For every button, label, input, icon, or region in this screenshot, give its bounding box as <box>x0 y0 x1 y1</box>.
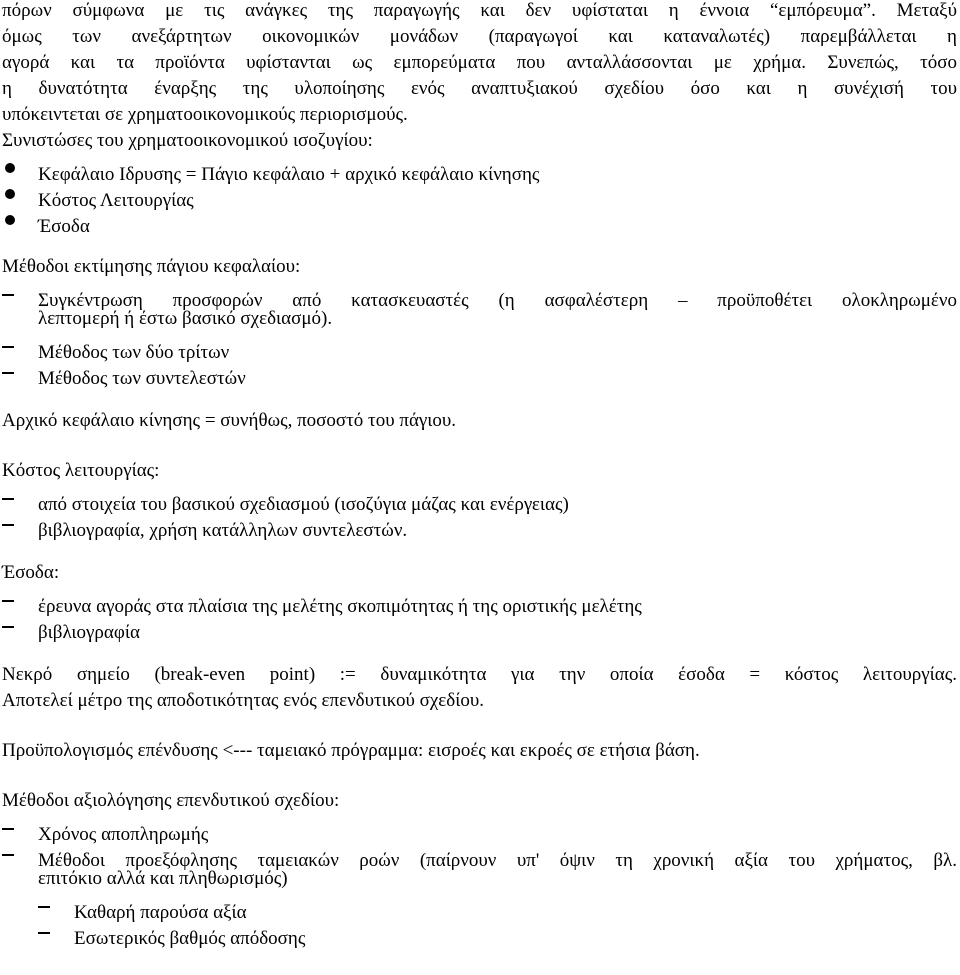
dash-icon <box>2 332 38 358</box>
revenue-heading: Έσοδα: <box>2 562 60 583</box>
bullet-icon <box>2 154 38 180</box>
balance-item-text: Κόστος Λειτουργίας <box>38 190 194 211</box>
breakeven-line-1: Νεκρό σημείο (break-even point) := δυναμικότητα για την οποία έσοδα = κόστος λειτουργίας. <box>2 664 957 685</box>
operating-cost-section <box>2 458 957 541</box>
evaluation-subitem <box>2 892 957 923</box>
intro-paragraph <box>2 0 957 128</box>
bullet-icon <box>2 206 38 232</box>
dash-icon <box>2 586 38 612</box>
revenue-item <box>2 586 957 617</box>
dash-icon <box>2 814 38 840</box>
fixed-capital-item <box>2 332 957 363</box>
intro-line-3: αγορά και τα προϊόντα υφίστανται ως εμπορεύματα που ανταλλάσσονται με χρήμα. Συνεπώς, τόσο <box>2 52 957 73</box>
fixed-capital-item-text: Μέθοδος των δύο τρίτων <box>38 342 230 363</box>
dash-icon <box>2 358 38 384</box>
operating-cost-item-text: βιβλιογραφία, χρήση κατάλληλων συντελεστών. <box>38 520 408 541</box>
evaluation-item-text: Μέθοδοι προεξόφλησης ταμειακών ροών (παίρνουν υπ' όψιν τη χρονική αξία του χρήματος, βλ. <box>38 850 957 871</box>
dash-icon <box>2 918 74 944</box>
balance-heading: Συνιστώσες του χρηματοοικονομικού ισοζυγίου: <box>2 130 373 151</box>
dash-icon <box>2 280 38 306</box>
revenue-section <box>2 560 957 643</box>
evaluation-item <box>2 814 957 845</box>
spacer <box>2 232 957 254</box>
balance-item-text: Έσοδα <box>38 216 90 237</box>
evaluation-item-text: Χρόνος αποπληρωμής <box>38 824 209 845</box>
balance-item-text: Κεφάλαιο Ιδρυσης = Πάγιο κεφάλαιο + αρχικό κεφάλαιο κίνησης <box>38 164 540 185</box>
bullet-icon <box>2 180 38 206</box>
operating-cost-heading: Κόστος λειτουργίας: <box>2 460 160 481</box>
operating-cost-item <box>2 484 957 515</box>
spacer <box>2 434 957 458</box>
evaluation-section <box>2 788 957 949</box>
spacer <box>2 764 957 788</box>
dash-icon <box>2 612 38 638</box>
document-page <box>2 0 957 949</box>
evaluation-item-continuation: επιτόκιο αλλά και πληθωρισμός) <box>38 868 288 889</box>
fixed-capital-section <box>2 254 957 389</box>
dash-icon <box>2 892 74 918</box>
operating-cost-item-text: από στοιχεία του βασικού σχεδιασμού (ισοζύγια μάζας και ενέργειας) <box>38 494 569 515</box>
fixed-capital-item-text: Συγκέντρωση προσφορών από κατασκευαστές (η ασφαλέστερη – προϋποθέτει ολοκληρωμένο <box>38 290 957 311</box>
evaluation-heading: Μέθοδοι αξιολόγησης επενδυτικού σχεδίου: <box>2 790 340 811</box>
dash-icon <box>2 510 38 536</box>
revenue-item-text: βιβλιογραφία <box>38 622 140 643</box>
breakeven-line-2: Αποτελεί μέτρο της αποδοτικότητας ενός επενδυτικού σχεδίου. <box>2 690 484 711</box>
intro-line-1: πόρων σύμφωνα με τις ανάγκες της παραγωγής και δεν υφίσταται η έννοια “εμπόρευμα”. Μεταξύ <box>2 0 957 21</box>
fixed-capital-item <box>2 280 957 311</box>
revenue-item-text: έρευνα αγοράς στα πλαίσια της μελέτης σκοπιμότητας ή της οριστικής μελέτης <box>38 596 642 617</box>
evaluation-subitem-text: Καθαρή παρούσα αξία <box>74 902 247 923</box>
balance-section <box>2 128 957 237</box>
dash-icon <box>2 484 38 510</box>
intro-line-4: η δυνατότητα έναρξης της υλοποίησης ενός αναπτυξιακού σχεδίου όσο και η συνέχισή του <box>2 78 957 99</box>
fixed-capital-heading: Μέθοδοι εκτίμησης πάγιου κεφαλαίου: <box>2 256 301 277</box>
intro-line-2: όμως των ανεξάρτητων οικονομικών μονάδων (παραγωγοί και καταναλωτές) παρεμβάλλεται η <box>2 26 957 47</box>
budget-text: Προϋπολογισμός επένδυσης <--- ταμειακό πρόγραμμα: εισροές και εκροές σε ετήσια βάση. <box>2 740 700 761</box>
working-capital-text: Αρχικό κεφάλαιο κίνησης = συνήθως, ποσοστό του πάγιου. <box>2 410 457 431</box>
fixed-capital-item-text: Μέθοδος των συντελεστών <box>38 368 246 389</box>
balance-item <box>2 154 957 185</box>
spacer <box>2 638 957 662</box>
breakeven-paragraph <box>2 662 957 714</box>
spacer <box>2 714 957 738</box>
fixed-capital-item-continuation: λεπτομερή ή έστω βασικό σχεδιασμό). <box>38 308 333 329</box>
intro-line-5: υπόκειντεται σε χρηματοοικονομικούς περιορισμούς. <box>2 104 408 125</box>
evaluation-subitem-text: Εσωτερικός βαθμός απόδοσης <box>74 928 306 949</box>
dash-icon <box>2 840 38 866</box>
